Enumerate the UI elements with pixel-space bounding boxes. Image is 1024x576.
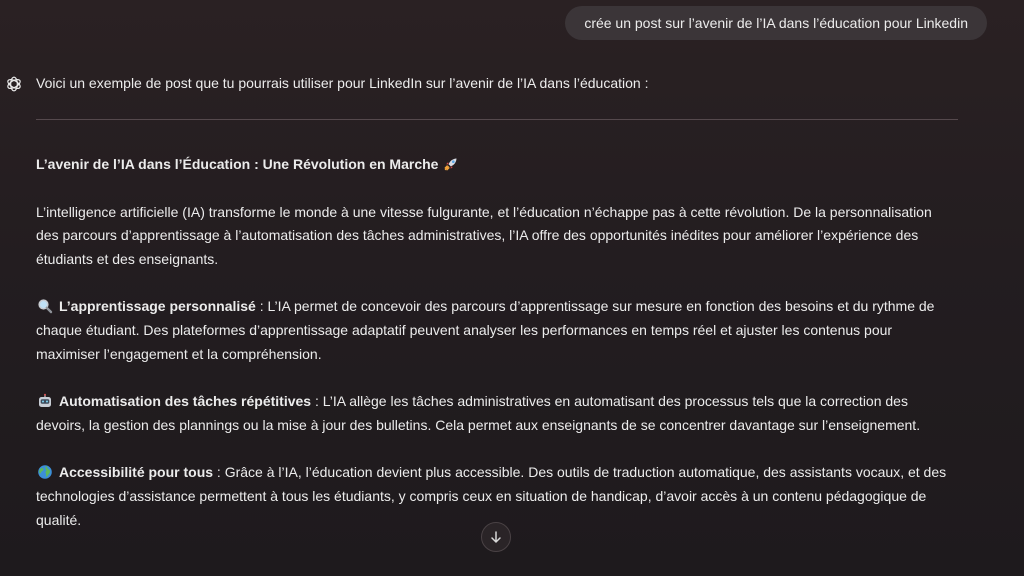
magnifying-glass-icon (36, 295, 54, 319)
arrow-down-icon (489, 530, 503, 544)
section-heading: Accessibilité pour tous (59, 464, 214, 481)
bottom-fade (0, 536, 1024, 576)
user-message-bubble: crée un post sur l’avenir de l’IA dans l’éducation pour Linkedin (565, 6, 987, 40)
section-body: : L’IA allège les tâches administratives en automatisant des processus tels que la correction des devoirs, la gestion des plannings ou la mise à jour des bulletins. Cela permet aux enseignants de se concentrer davantage sur l’enseignement. (36, 393, 921, 433)
rocket-icon (442, 153, 460, 177)
post-title-text: L’avenir de l’IA dans l’Éducation : Une Révolution en Marche (36, 156, 439, 172)
assistant-intro: Voici un exemple de post que tu pourrais utiliser pour LinkedIn sur l’avenir de l’IA dans l’éducation : (36, 75, 649, 91)
scroll-to-bottom-button[interactable] (481, 522, 511, 552)
globe-icon (36, 461, 54, 485)
robot-icon (36, 390, 54, 414)
section-heading: L’apprentissage personnalisé (59, 298, 256, 315)
section-heading: Automatisation des tâches répétitives (59, 393, 312, 410)
section-body: : L’IA permet de concevoir des parcours d’apprentissage sur mesure en fonction des besoins et du rythme de chaque étudiant. Des plateformes d’apprentissage adaptatif peuvent analyser les performances en temps réel et ajuster les contenus pour maximiser l’engagement et la compréhension. (36, 298, 935, 362)
divider (36, 119, 958, 120)
post-title (36, 153, 958, 177)
section-body: : Grâce à l’IA, l’éducation devient plus accessible. Des outils de traduction automatique, des assistants vocaux, et des technologies d’assistance permettent à tous les étudiants, y compris ceux en situation de handicap, d’avoir accès à un contenu pédagogique de qualité. (36, 464, 947, 528)
section-personalized-learning (36, 295, 958, 366)
chatgpt-logo-icon (4, 74, 24, 94)
assistant-message (36, 72, 958, 532)
section-automation (36, 390, 958, 437)
post-intro-paragraph: L’intelligence artificielle (IA) transforme le monde à une vitesse fulgurante, et l’éducation n’échappe pas à cette révolution. De la personnalisation des parcours d’apprentissage à l’automatisation des tâches administratives, l’IA offre des opportunités inédites pour améliorer l’expérience des étudiants et des enseignants. (36, 203, 932, 267)
